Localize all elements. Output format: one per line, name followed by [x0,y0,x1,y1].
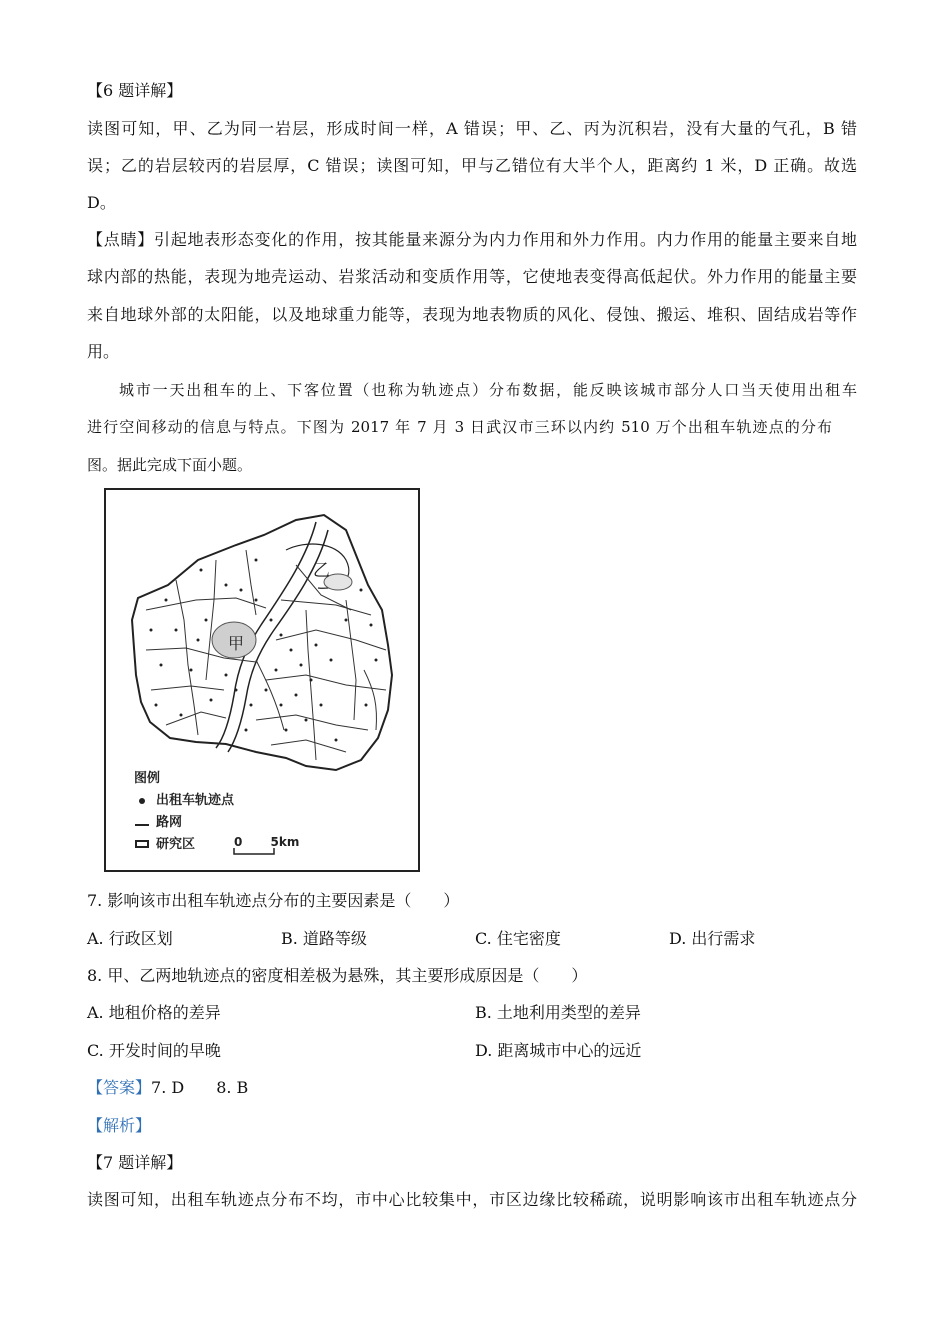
q6-detail-header: 【6 题详解】 [87,81,183,100]
map-label-yi: 乙 [313,561,330,581]
q7-detail-line: 读图可知，出租车轨迹点分布不均，市中心比较集中，市区边缘比较稀疏，说明影响该市出租车轨迹点分 [87,1190,857,1209]
map-legend [134,768,234,856]
legend-label: 路网 [156,815,183,830]
point-marker-icon [134,790,150,812]
answer-text: 7. D 8. B [151,1078,249,1097]
dianjing-line: 球内部的热能，表现为地壳运动、岩浆活动和变质作用等，它使地表变得高低起伏。外力作用的能量主要 [87,267,857,286]
q6-detail-line: D。 [87,193,116,212]
map-label-jia: 甲 [228,634,245,653]
scale-label: 5km [270,835,300,849]
q7-option-a: A. 行政区划 [87,929,173,948]
dianjing-line: 用。 [87,342,120,361]
scale-bar [234,835,299,849]
dianjing-line: 来自地球外部的太阳能，以及地球重力能等，表现为地表物质的风化、侵蚀、搬运、堆积、固结成岩等作 [87,305,857,324]
q6-detail-line: 误；乙的岩层较丙的岩层厚，C 错误；读图可知，甲与乙错位有大半个人，距离约 1 米，D 正确。故选 [87,156,857,175]
answer-line [87,1078,248,1098]
answer-label: 【答案】 [87,1078,152,1097]
q7-option-d: D. 出行需求 [669,929,756,948]
taxi-trajectory-map [104,488,420,872]
legend-row-area [134,834,234,856]
legend-label: 研究区 [156,837,196,852]
q7-option-b: B. 道路等级 [281,929,367,948]
legend-row-roads [134,812,234,834]
scale-zero: 0 [234,835,243,849]
q7-option-c: C. 住宅密度 [475,929,561,948]
road-line-icon [134,812,150,834]
q8-option-c: C. 开发时间的早晚 [87,1041,221,1060]
q7-stem: 7. 影响该市出租车轨迹点分布的主要因素是（ ） [87,891,460,910]
q8-option-a: A. 地租价格的差异 [87,1003,221,1022]
analysis-label: 【解析】 [87,1116,152,1135]
legend-row-points [134,790,234,812]
intro-line: 进行空间移动的信息与特点。下图为 2017 年 7 月 3 日武汉市三环以内约 510 万个出租车轨迹点的分布 [87,418,832,436]
dianjing-line: 【点睛】引起地表形态变化的作用，按其能量来源分为内力作用和外力作用。内力作用的能量主要来自地 [87,230,857,249]
q7-detail-header: 【7 题详解】 [87,1153,183,1172]
study-area-icon [134,834,150,856]
q8-option-d: D. 距离城市中心的远近 [475,1041,642,1060]
intro-line: 图。据此完成下面小题。 [87,456,253,474]
legend-title: 图例 [134,771,161,786]
q8-stem: 8. 甲、乙两地轨迹点的密度相差极为悬殊，其主要形成原因是（ ） [87,966,588,985]
q8-option-b: B. 土地利用类型的差异 [475,1003,641,1022]
q6-detail-line: 读图可知，甲、乙为同一岩层，形成时间一样，A 错误；甲、乙、丙为沉积岩，没有大量的气孔，B 错 [87,119,857,138]
legend-label: 出租车轨迹点 [156,793,235,808]
intro-line: 城市一天出租车的上、下客位置（也称为轨迹点）分布数据，能反映该城市部分人口当天使用出租车 [119,381,857,399]
